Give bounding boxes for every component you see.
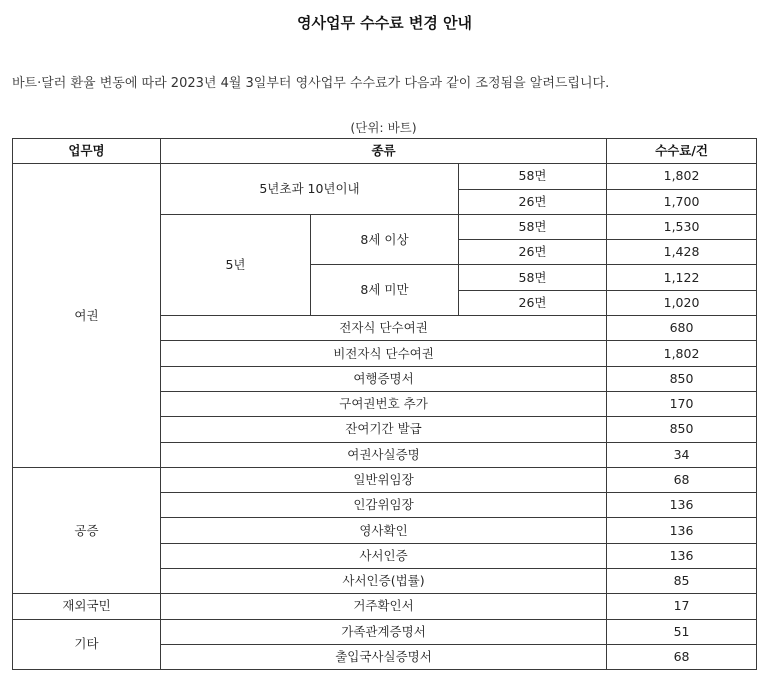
- fee-cell: 68: [607, 467, 757, 492]
- fee-cell: 1,802: [607, 164, 757, 189]
- type-cell: 일반위임장: [161, 467, 607, 492]
- pages-cell: 58면: [459, 164, 607, 189]
- category-etc: 기타: [13, 619, 161, 670]
- header-type: 종류: [161, 139, 607, 164]
- type-cell: 잔여기간 발급: [161, 417, 607, 442]
- type-cell: 거주확인서: [161, 594, 607, 619]
- fee-cell: 68: [607, 644, 757, 669]
- type-cell: 인감위임장: [161, 493, 607, 518]
- category-notary: 공증: [13, 467, 161, 593]
- pages-cell: 58면: [459, 214, 607, 239]
- fee-cell: 170: [607, 391, 757, 416]
- type-five-year-label: 5년: [161, 214, 311, 315]
- table-row: [13, 467, 757, 492]
- fee-cell: 1,428: [607, 240, 757, 265]
- fee-cell: 1,530: [607, 214, 757, 239]
- type-cell: 가족관계증명서: [161, 619, 607, 644]
- type-cell: 전자식 단수여권: [161, 316, 607, 341]
- category-passport: 여권: [13, 164, 161, 468]
- table-header-row: [13, 139, 757, 164]
- fee-cell: 1,020: [607, 290, 757, 315]
- pages-cell: 26면: [459, 240, 607, 265]
- fee-cell: 51: [607, 619, 757, 644]
- page-title: 영사업무 수수료 변경 안내: [296, 14, 473, 32]
- fee-cell: 850: [607, 417, 757, 442]
- table-row: [13, 619, 757, 644]
- header-fee: 수수료/건: [607, 139, 757, 164]
- pages-cell: 26면: [459, 189, 607, 214]
- fee-cell: 1,122: [607, 265, 757, 290]
- type-cell: 사서인증(법률): [161, 569, 607, 594]
- fee-cell: 680: [607, 316, 757, 341]
- intro-text: 바트·달러 환율 변동에 따라 2023년 4월 3일부터 영사업무 수수료가 다음과 같이 조정됨을 알려드립니다.: [12, 76, 610, 91]
- type-cell: 출입국사실증명서: [161, 644, 607, 669]
- pages-cell: 26면: [459, 290, 607, 315]
- fee-cell: 136: [607, 543, 757, 568]
- fee-cell: 850: [607, 366, 757, 391]
- fee-cell: 85: [607, 569, 757, 594]
- fee-cell: 136: [607, 518, 757, 543]
- type-cell: 여행증명서: [161, 366, 607, 391]
- fee-table: [12, 138, 757, 670]
- type-cell: 여권사실증명: [161, 442, 607, 467]
- table-row: [13, 594, 757, 619]
- pages-cell: 58면: [459, 265, 607, 290]
- age-8-over-label: 8세 이상: [311, 214, 459, 265]
- type-over5-label: 5년초과 10년이내: [161, 164, 459, 215]
- fee-cell: 17: [607, 594, 757, 619]
- type-cell: 비전자식 단수여권: [161, 341, 607, 366]
- type-cell: 구여권번호 추가: [161, 391, 607, 416]
- age-8-under-label: 8세 미만: [311, 265, 459, 316]
- fee-cell: 34: [607, 442, 757, 467]
- fee-cell: 136: [607, 493, 757, 518]
- table-row: [13, 164, 757, 189]
- type-cell: 영사확인: [161, 518, 607, 543]
- type-cell: 사서인증: [161, 543, 607, 568]
- fee-cell: 1,700: [607, 189, 757, 214]
- unit-note: (단위: 바트): [350, 120, 417, 135]
- category-overseas: 재외국민: [13, 594, 161, 619]
- fee-cell: 1,802: [607, 341, 757, 366]
- header-category: 업무명: [13, 139, 161, 164]
